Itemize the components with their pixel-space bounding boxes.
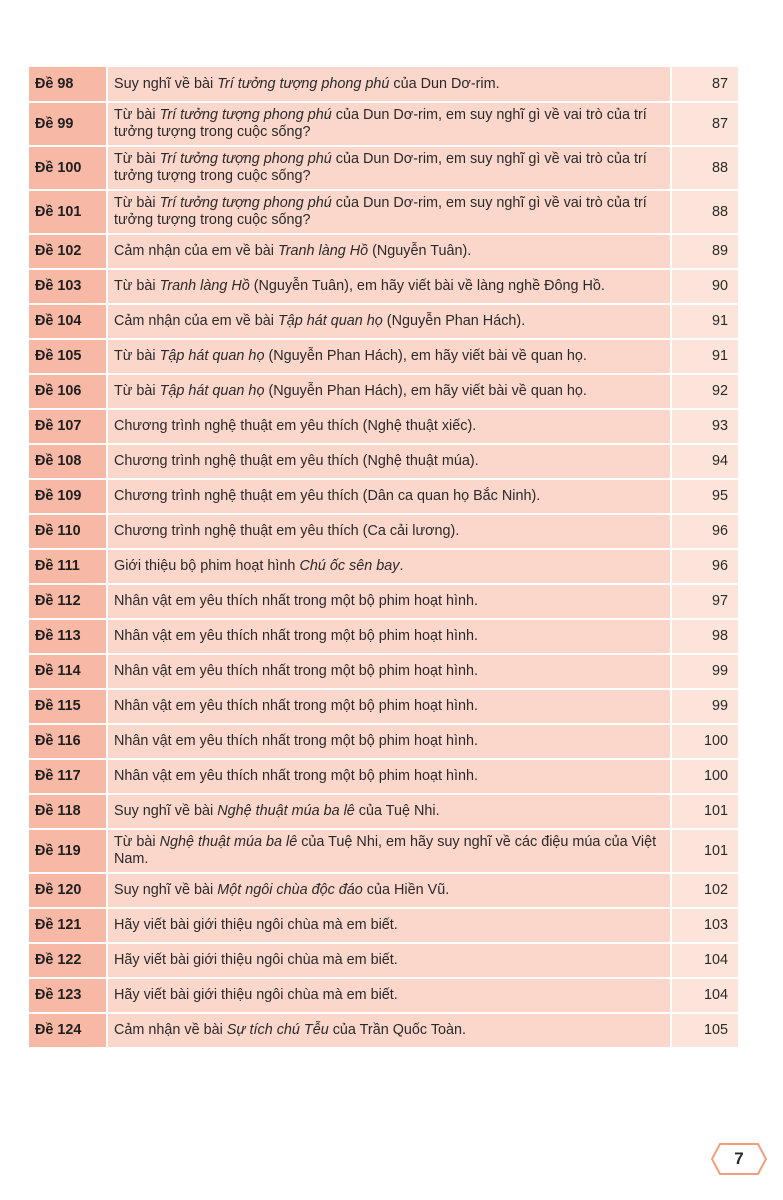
page-ref: 95 [671,479,739,514]
title-text: Chương trình nghệ thuật em yêu thích (Nghệ thuật múa). [114,453,479,469]
exercise-number: Đề 112 [29,584,107,619]
page-ref: 105 [671,1013,739,1048]
work-title-italic: Tập hát quan họ [159,383,265,399]
toc-row [29,794,739,829]
title-text: (Nguyễn Tuân), em hãy viết bài về làng nghề Đông Hồ. [249,278,605,294]
title-text: Cảm nhận của em về bài [114,243,278,259]
exercise-title [107,374,671,409]
title-text: của Dun Dơ-rim, em suy nghĩ gì về vai trò của trí tưởng tượng trong cuộc sống? [114,195,647,228]
page-ref: 93 [671,409,739,444]
page-ref: 90 [671,269,739,304]
title-text: Cảm nhận về bài [114,1022,227,1038]
exercise-title [107,829,671,873]
exercise-number: Đề 104 [29,304,107,339]
title-text: Nhân vật em yêu thích nhất trong một bộ phim hoạt hình. [114,663,478,679]
exercise-title [107,514,671,549]
page-ref: 102 [671,873,739,908]
work-title-italic: Tranh làng Hồ [159,278,250,294]
work-title-italic: Trí tưởng tượng phong phú [217,75,390,92]
exercise-number: Đề 120 [29,873,107,908]
toc-row [29,102,739,146]
exercise-number: Đề 99 [29,102,107,146]
title-text: Giới thiệu bộ phim hoạt hình [114,558,300,574]
page-ref: 100 [671,759,739,794]
toc-row [29,339,739,374]
toc-row [29,873,739,908]
toc-row [29,514,739,549]
page-ref: 104 [671,978,739,1013]
exercise-number: Đề 107 [29,409,107,444]
work-title-italic: Nghệ thuật múa ba lê [159,834,298,850]
toc-row [29,724,739,759]
toc-row [29,190,739,234]
title-text: Suy nghĩ về bài [114,75,218,92]
exercise-title [107,444,671,479]
toc-row [29,269,739,304]
exercise-number: Đề 102 [29,234,107,269]
exercise-title [107,549,671,584]
title-text: (Nguyễn Tuân). [368,243,472,259]
work-title-italic: Trí tưởng tượng phong phú [159,107,332,123]
title-text: của Dun Dơ-rim, em suy nghĩ gì về vai trò của trí tưởng tượng trong cuộc sống? [114,107,647,140]
work-title-italic: Tập hát quan họ [277,313,383,329]
page-ref: 88 [671,146,739,190]
exercise-title [107,234,671,269]
title-text: Nhân vật em yêu thích nhất trong một bộ phim hoạt hình. [114,698,478,714]
exercise-number: Đề 111 [29,549,107,584]
page-ref: 97 [671,584,739,619]
work-title-italic: Nghệ thuật múa ba lê [217,803,355,819]
exercise-title [107,409,671,444]
page-ref: 89 [671,234,739,269]
title-text: Từ bài [114,383,160,399]
exercise-number: Đề 106 [29,374,107,409]
title-text: Nhân vật em yêu thích nhất trong một bộ phim hoạt hình. [114,593,478,609]
page-ref: 96 [671,514,739,549]
exercise-number: Đề 119 [29,829,107,873]
exercise-title [107,190,671,234]
exercise-number: Đề 114 [29,654,107,689]
exercise-number: Đề 121 [29,908,107,943]
title-text: Hãy viết bài giới thiệu ngôi chùa mà em biết. [114,952,398,968]
title-text: Suy nghĩ về bài [114,882,218,898]
toc-row [29,304,739,339]
exercise-number: Đề 103 [29,269,107,304]
exercise-title [107,1013,671,1048]
toc-row [29,689,739,724]
page-ref: 99 [671,654,739,689]
toc-row [29,943,739,978]
exercise-title [107,724,671,759]
page-ref: 87 [671,102,739,146]
page-ref: 91 [671,339,739,374]
exercise-title [107,943,671,978]
toc-row [29,619,739,654]
toc-row [29,374,739,409]
title-text: Cảm nhận của em về bài [114,313,278,329]
title-text: Hãy viết bài giới thiệu ngôi chùa mà em biết. [114,917,398,933]
exercise-title [107,689,671,724]
toc-row [29,584,739,619]
exercise-title [107,908,671,943]
page-ref: 96 [671,549,739,584]
exercise-number: Đề 123 [29,978,107,1013]
exercise-number: Đề 117 [29,759,107,794]
title-text: của Dun Dơ-rim. [389,75,500,92]
toc-row [29,67,739,102]
title-text: Nhân vật em yêu thích nhất trong một bộ phim hoạt hình. [114,733,478,749]
page-ref: 99 [671,689,739,724]
exercise-title [107,654,671,689]
title-text: Hãy viết bài giới thiệu ngôi chùa mà em biết. [114,987,398,1003]
exercise-number: Đề 124 [29,1013,107,1048]
exercise-number: Đề 118 [29,794,107,829]
exercise-title [107,304,671,339]
page-ref: 91 [671,304,739,339]
exercise-title [107,67,671,102]
page-ref: 94 [671,444,739,479]
title-text: Từ bài [114,151,160,167]
toc-row [29,234,739,269]
exercise-number: Đề 105 [29,339,107,374]
toc-row [29,146,739,190]
toc-row [29,409,739,444]
title-text: Từ bài [114,348,160,364]
page-ref: 88 [671,190,739,234]
exercise-number: Đề 108 [29,444,107,479]
title-text: Từ bài [114,278,160,294]
title-text: của Tuệ Nhi. [354,803,440,819]
toc-row [29,759,739,794]
page-ref: 87 [671,67,739,102]
title-text: của Hiền Vũ. [362,882,450,898]
work-title-italic: Trí tưởng tượng phong phú [159,151,332,167]
title-text: . [399,558,404,574]
exercise-number: Đề 122 [29,943,107,978]
toc-row [29,654,739,689]
exercise-title [107,479,671,514]
page-ref: 92 [671,374,739,409]
exercise-number: Đề 100 [29,146,107,190]
toc-row [29,978,739,1013]
title-text: Chương trình nghệ thuật em yêu thích (Dân ca quan họ Bắc Ninh). [114,488,541,504]
exercise-number: Đề 113 [29,619,107,654]
exercise-title [107,619,671,654]
title-text: của Tuệ Nhi, em hãy suy nghĩ về các điệu múa của Việt Nam. [114,834,657,867]
exercise-number: Đề 116 [29,724,107,759]
work-title-italic: Sự tích chú Tễu [226,1022,329,1038]
title-text: Từ bài [114,834,160,850]
exercise-title [107,146,671,190]
exercise-number: Đề 109 [29,479,107,514]
exercise-title [107,759,671,794]
title-text: Chương trình nghệ thuật em yêu thích (Ca cải lương). [114,523,460,539]
work-title-italic: Một ngôi chùa độc đáo [217,882,363,898]
page-number: 7 [734,1149,744,1168]
page-ref: 100 [671,724,739,759]
exercise-number: Đề 101 [29,190,107,234]
title-text: Từ bài [114,107,160,123]
exercise-title [107,269,671,304]
title-text: Nhân vật em yêu thích nhất trong một bộ phim hoạt hình. [114,768,478,784]
exercise-title [107,873,671,908]
exercise-title [107,584,671,619]
page-ref: 101 [671,829,739,873]
exercise-title [107,794,671,829]
exercise-title [107,978,671,1013]
toc-row [29,549,739,584]
toc-body [29,67,739,1048]
page-ref: 103 [671,908,739,943]
toc-row [29,908,739,943]
toc-row [29,479,739,514]
table-of-contents [29,67,740,1049]
page-ref: 104 [671,943,739,978]
exercise-number: Đề 115 [29,689,107,724]
work-title-italic: Tranh làng Hồ [277,243,369,259]
exercise-title [107,102,671,146]
work-title-italic: Tập hát quan họ [159,348,265,364]
title-text: Chương trình nghệ thuật em yêu thích (Nghệ thuật xiếc). [114,418,477,434]
toc-row [29,829,739,873]
exercise-number: Đề 98 [29,67,107,102]
toc-row [29,1013,739,1048]
title-text: Nhân vật em yêu thích nhất trong một bộ phim hoạt hình. [114,628,478,644]
title-text: (Nguyễn Phan Hách). [382,313,526,329]
toc-row [29,444,739,479]
work-title-italic: Chú ốc sên bay [299,558,400,574]
title-text: Suy nghĩ về bài [114,803,218,819]
page-ref: 98 [671,619,739,654]
title-text: của Dun Dơ-rim, em suy nghĩ gì về vai trò của trí tưởng tượng trong cuộc sống? [114,151,647,184]
page-number-badge [710,1142,768,1176]
page-ref: 101 [671,794,739,829]
title-text: (Nguyễn Phan Hách), em hãy viết bài về quan họ. [264,348,587,364]
title-text: (Nguyễn Phan Hách), em hãy viết bài về quan họ. [264,383,587,399]
exercise-title [107,339,671,374]
work-title-italic: Trí tưởng tượng phong phú [159,195,332,211]
exercise-number: Đề 110 [29,514,107,549]
title-text: của Trần Quốc Toàn. [328,1022,467,1038]
title-text: Từ bài [114,195,160,211]
